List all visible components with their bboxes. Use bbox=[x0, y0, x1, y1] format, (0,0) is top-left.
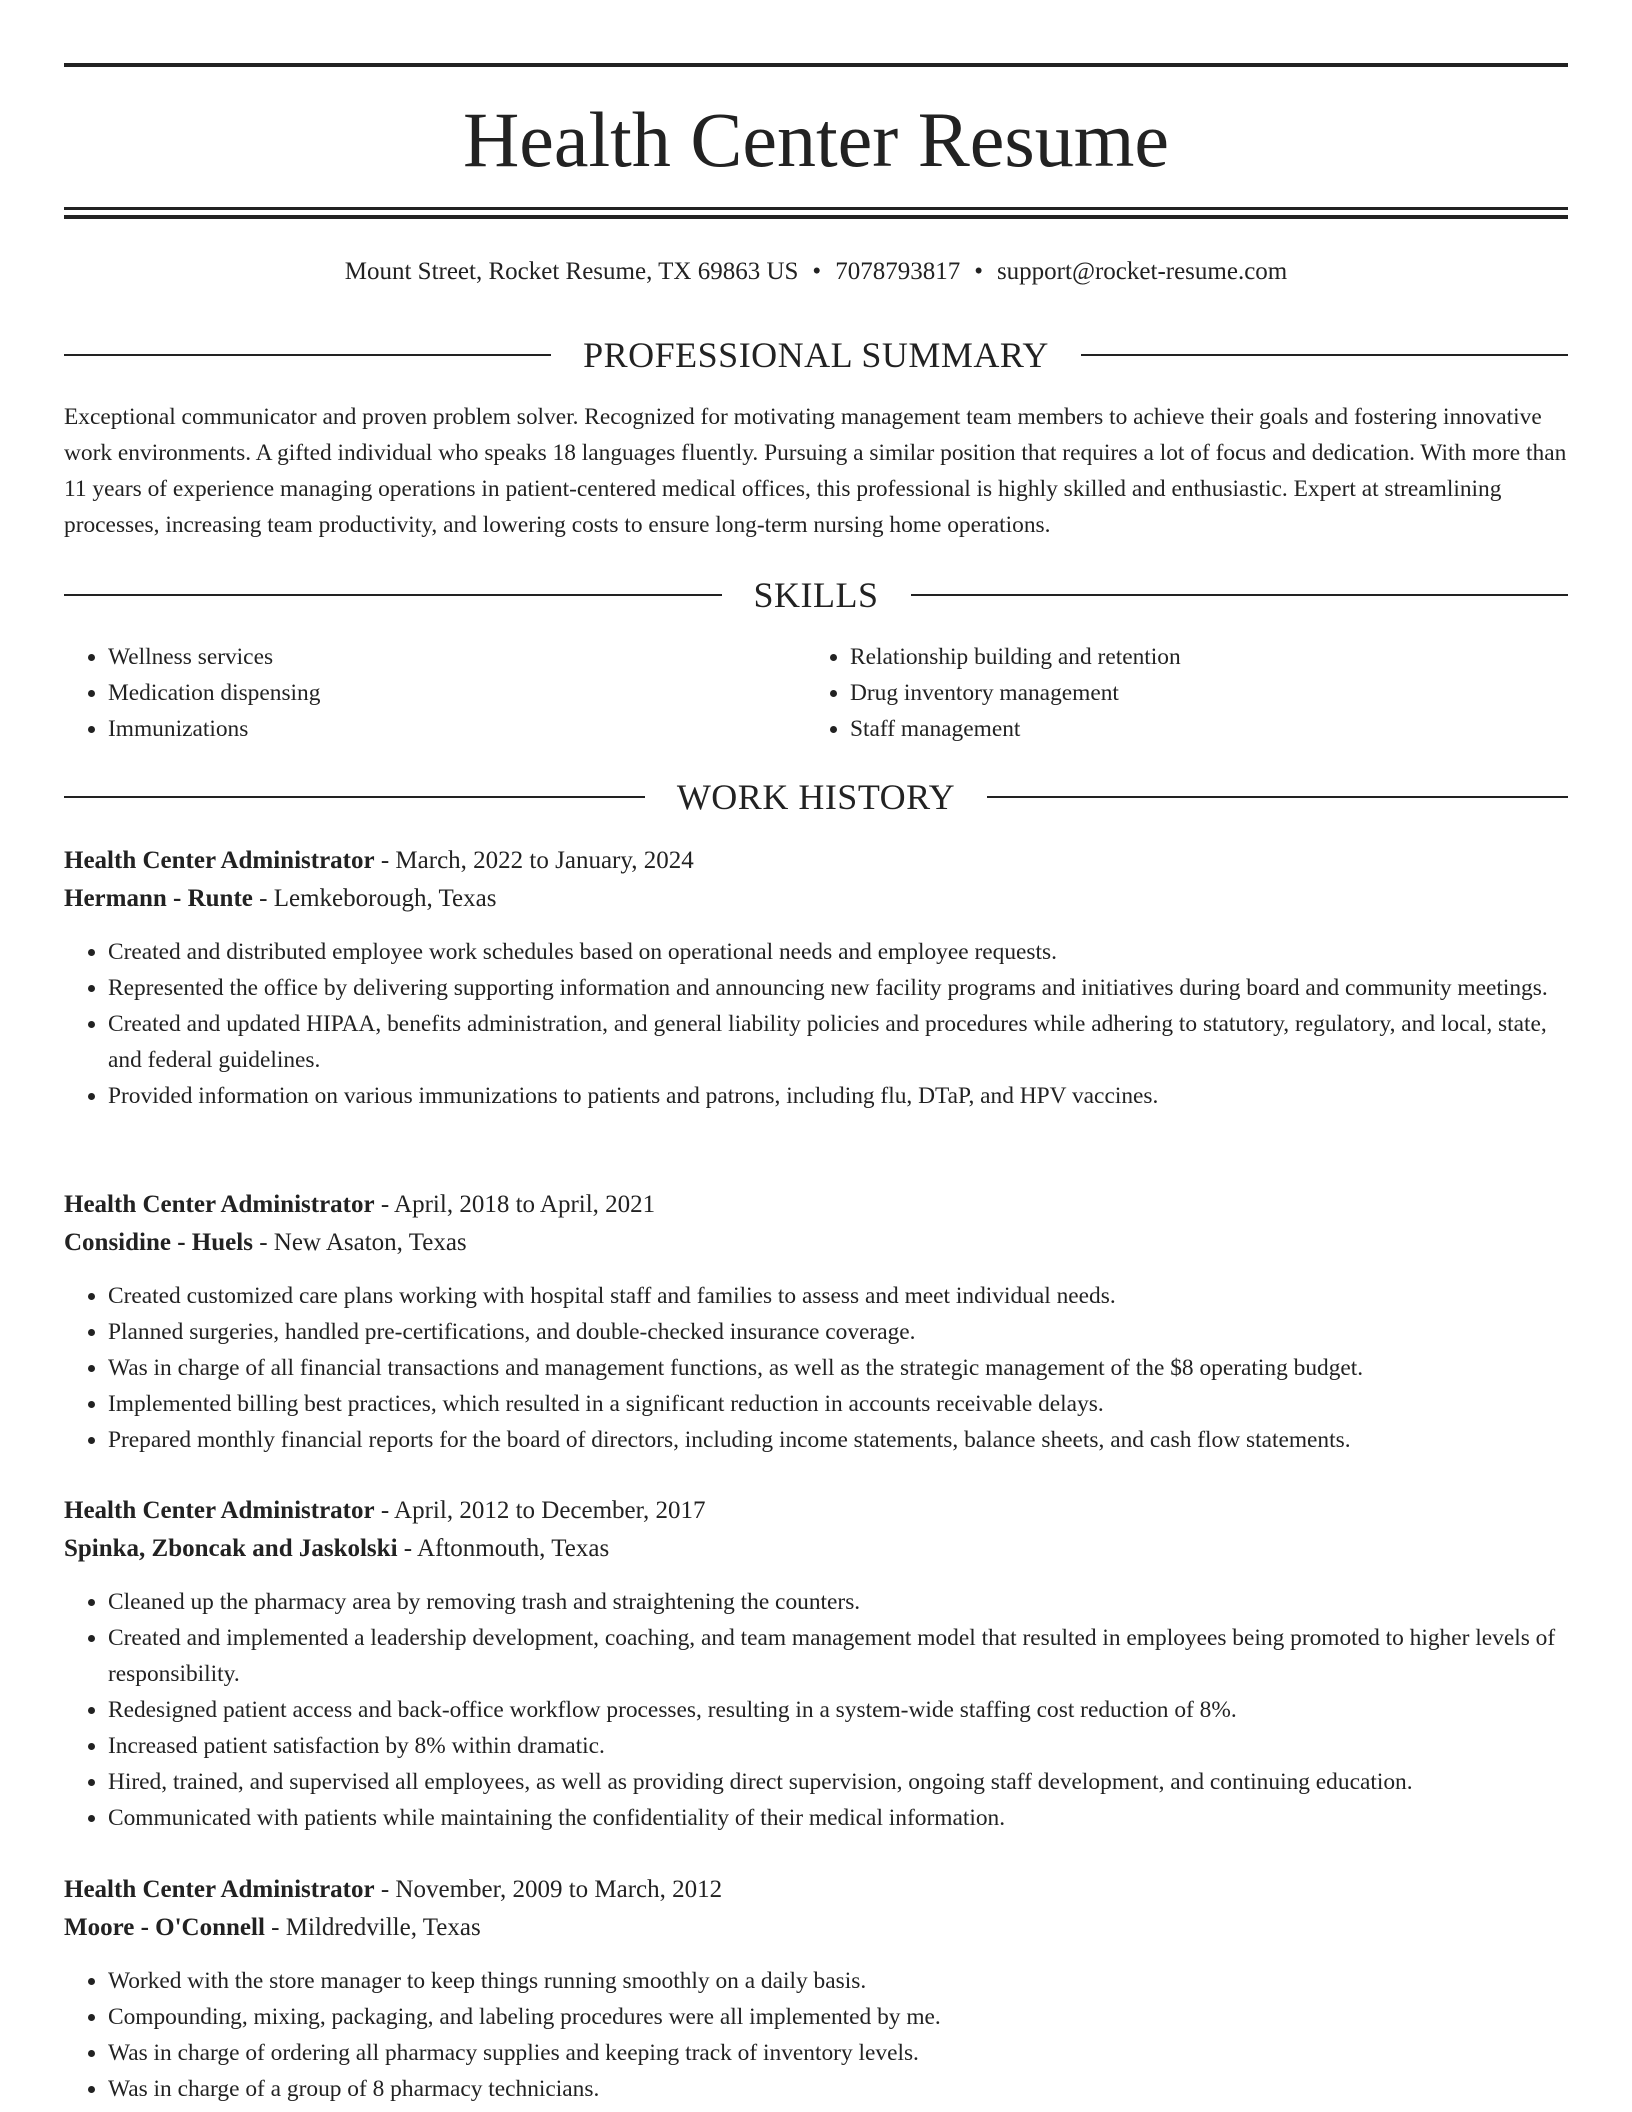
job-company: Spinka, Zboncak and Jaskolski bbox=[64, 1535, 398, 1562]
work-history-heading-text: WORK HISTORY bbox=[676, 777, 956, 817]
contact-address: Mount Street, Rocket Resume, TX 69863 US bbox=[344, 258, 799, 285]
skill-item: • Drug inventory management bbox=[850, 675, 1548, 711]
job-company: Considine - Huels bbox=[64, 1229, 253, 1256]
summary-heading bbox=[64, 333, 1568, 377]
job-bullets bbox=[64, 934, 1568, 1114]
job-bullet: • Implemented billing best practices, which resulted in a significant reduction in accounts receivable delays. bbox=[108, 1386, 1568, 1422]
heading-rule-right bbox=[987, 796, 1568, 798]
job-location: - New Asaton, Texas bbox=[252, 1229, 467, 1256]
job-bullet: • Hired, trained, and supervised all employees, as well as providing direct supervision, ongoing staff development, and continuing education. bbox=[108, 1764, 1568, 1800]
job-bullet: • Was in charge of all financial transactions and management functions, as well as the strategic management of the $8 operating budget. bbox=[108, 1350, 1568, 1386]
job-title: Health Center Administrator bbox=[64, 847, 375, 874]
heading-rule-right bbox=[911, 594, 1569, 596]
job-location: - Mildredville, Texas bbox=[264, 1914, 481, 1941]
skill-item: • Immunizations bbox=[108, 711, 806, 747]
skill-item: • Relationship building and retention bbox=[850, 639, 1548, 675]
title-double-rule-lower bbox=[64, 215, 1568, 219]
job-bullet: • Communicated with patients while maintaining the confidentiality of their medical information. bbox=[108, 1800, 1568, 1836]
job-title-line bbox=[64, 842, 1568, 880]
job-title-line bbox=[64, 1186, 1568, 1224]
job-dates: - April, 2018 to April, 2021 bbox=[374, 1191, 656, 1218]
summary-text: Exceptional communicator and proven problem solver. Recognized for motivating management team members to achieve their goals and fostering innovative work environments. A gifted individual who speaks 18 languages fluently. Pursuing a similar position that requires a lot of focus and dedication. With more than 11 years of experience managing operations in patient-centered medical offices, this professional is highly skilled and enthusiastic. Expert at streamlining processes, increasing team productivity, and lowering costs to ensure long-term nursing home operations. bbox=[64, 404, 1567, 538]
skills-column-right bbox=[806, 639, 1548, 747]
job-bullets bbox=[64, 1278, 1568, 1458]
job-bullet: • Increased patient satisfaction by 8% within dramatic. bbox=[108, 1728, 1568, 1764]
job-bullet: • Prepared monthly financial reports for the board of directors, including income statements, balance sheets, and cash flow statements. bbox=[108, 1422, 1568, 1458]
job-bullet: • Planned surgeries, handled pre-certifications, and double-checked insurance coverage. bbox=[108, 1314, 1568, 1350]
job-bullet: • Was in charge of ordering all pharmacy supplies and keeping track of inventory levels. bbox=[108, 2035, 1568, 2071]
top-rule bbox=[64, 63, 1568, 67]
heading-rule-left bbox=[64, 354, 551, 356]
heading-rule-right bbox=[1081, 354, 1568, 356]
job-entry bbox=[64, 842, 1568, 1114]
job-company: Moore - O'Connell bbox=[64, 1914, 265, 1941]
job-bullet: • Compounding, mixing, packaging, and labeling procedures were all implemented by me. bbox=[108, 1999, 1568, 2035]
job-bullet: • Created and implemented a leadership development, coaching, and team management model that resulted in employees being promoted to higher levels of responsibility. bbox=[108, 1620, 1568, 1692]
job-company-line bbox=[64, 1530, 1568, 1568]
job-dates: - April, 2012 to December, 2017 bbox=[374, 1497, 706, 1524]
work-history-heading bbox=[64, 775, 1568, 819]
contact-email: support@rocket-resume.com bbox=[996, 258, 1288, 285]
job-company: Hermann - Runte bbox=[64, 885, 253, 912]
job-bullets bbox=[64, 1584, 1568, 1836]
job-title: Health Center Administrator bbox=[64, 1191, 375, 1218]
job-bullet: • Worked with the store manager to keep things running smoothly on a daily basis. bbox=[108, 1963, 1568, 1999]
contact-separator: • bbox=[812, 258, 822, 285]
contact-line bbox=[0, 254, 1632, 290]
job-location: - Lemkeborough, Texas bbox=[252, 885, 497, 912]
job-entry bbox=[64, 1871, 1568, 2107]
heading-rule-left bbox=[64, 796, 645, 798]
job-title: Health Center Administrator bbox=[64, 1497, 375, 1524]
skill-item: • Medication dispensing bbox=[108, 675, 806, 711]
job-company-line bbox=[64, 1909, 1568, 1947]
job-entry bbox=[64, 1186, 1568, 1458]
skill-item: • Wellness services bbox=[108, 639, 806, 675]
job-company-line bbox=[64, 1224, 1568, 1262]
job-dates: - March, 2022 to January, 2024 bbox=[374, 847, 694, 874]
job-title-line bbox=[64, 1492, 1568, 1530]
skills-heading bbox=[64, 573, 1568, 617]
job-location: - Aftonmouth, Texas bbox=[397, 1535, 610, 1562]
job-bullet: • Created customized care plans working with hospital staff and families to assess and meet individual needs. bbox=[108, 1278, 1568, 1314]
job-entry bbox=[64, 1492, 1568, 1836]
contact-separator: • bbox=[974, 258, 983, 285]
job-bullet: • Was in charge of a group of 8 pharmacy technicians. bbox=[108, 2071, 1568, 2107]
job-bullet: • Created and distributed employee work schedules based on operational needs and employee requests. bbox=[108, 934, 1568, 970]
skill-item: • Staff management bbox=[850, 711, 1548, 747]
heading-rule-left bbox=[64, 594, 722, 596]
page-title: Health Center Resume bbox=[462, 96, 1170, 183]
job-title: Health Center Administrator bbox=[64, 1876, 375, 1903]
skills-list bbox=[64, 639, 1568, 747]
job-bullet: • Redesigned patient access and back-office workflow processes, resulting in a system-wide staffing cost reduction of 8%. bbox=[108, 1692, 1568, 1728]
job-title-line bbox=[64, 1871, 1568, 1909]
job-dates: - November, 2009 to March, 2012 bbox=[374, 1876, 723, 1903]
skills-column-left bbox=[64, 639, 806, 747]
job-bullet: • Created and updated HIPAA, benefits administration, and general liability policies and procedures while adhering to statutory, regulatory, and local, state, and federal guidelines. bbox=[108, 1006, 1568, 1078]
job-bullet: • Cleaned up the pharmacy area by removing trash and straightening the counters. bbox=[108, 1584, 1568, 1620]
job-company-line bbox=[64, 880, 1568, 918]
job-bullets bbox=[64, 1963, 1568, 2107]
job-bullet: • Represented the office by delivering supporting information and announcing new facility programs and initiatives during board and community meetings. bbox=[108, 970, 1568, 1006]
summary-heading-text: PROFESSIONAL SUMMARY bbox=[583, 335, 1049, 375]
job-bullet: • Provided information on various immunizations to patients and patrons, including flu, DTaP, and HPV vaccines. bbox=[108, 1078, 1568, 1114]
skills-heading-text: SKILLS bbox=[753, 575, 879, 615]
title-double-rule-upper bbox=[64, 207, 1568, 210]
contact-phone: 7078793817 bbox=[835, 258, 961, 285]
